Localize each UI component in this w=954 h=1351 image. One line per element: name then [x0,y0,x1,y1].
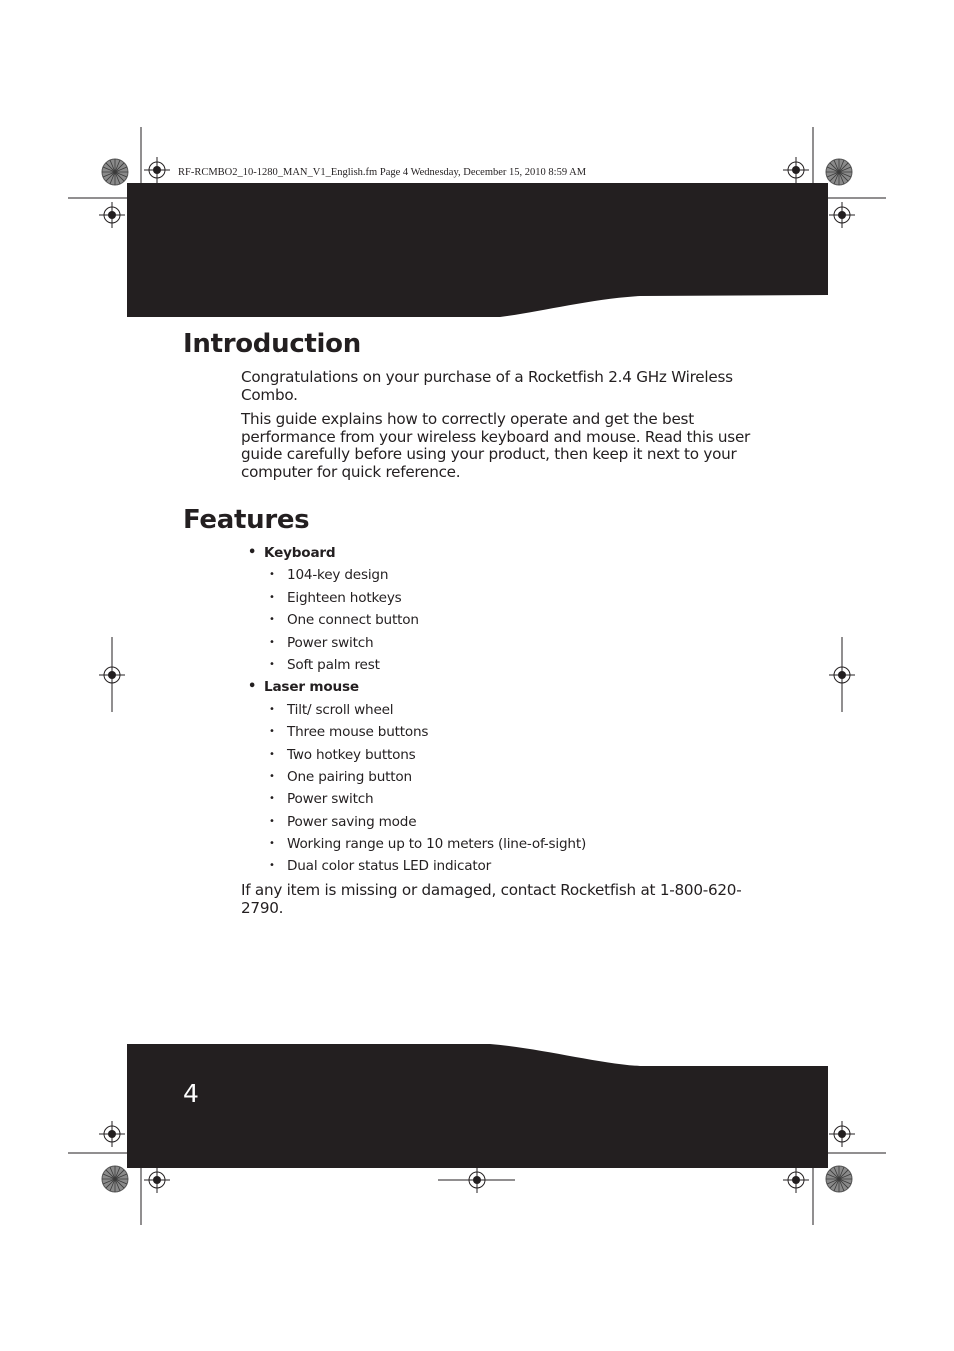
list-item-text: Working range up to 10 meters (line-of-sight) [287,836,587,853]
bullet-icon: • [248,679,257,695]
list-item-text: Soft palm rest [287,656,380,673]
bullet-icon: • [269,748,275,760]
list-item-text: Power saving mode [287,813,417,830]
list-item [246,813,746,835]
list-item [246,656,746,678]
contact-note: If any item is missing or damaged, contact Rocketfish at 1-800-620-2790. [241,881,742,917]
registration-mark-icon [829,1121,855,1147]
registration-mark-icon [829,662,855,688]
feature-group-label [246,544,746,566]
bullet-icon: • [269,770,275,782]
features-heading: Features [183,505,310,535]
list-item [246,835,746,857]
features-list [246,544,746,880]
list-item-text: Power switch [287,634,374,651]
list-item-text: One connect button [287,612,419,629]
registration-mark-icon [99,1121,125,1147]
bullet-icon: • [269,860,275,872]
registration-mark-icon [144,157,170,183]
registration-mark-icon [829,202,855,228]
list-item-text: Two hotkey buttons [287,746,416,763]
list-item [246,746,746,768]
list-item-text: Power switch [287,791,374,808]
list-item-text: Eighteen hotkeys [287,589,402,606]
bullet-icon: • [269,703,275,715]
list-item [246,723,746,745]
bullet-icon: • [248,545,257,560]
intro-paragraph-2: This guide explains how to correctly operate and get the best performance from your wireless keyboard and mouse. Read this user guide carefully before using your product, then keep it next to your computer for quick reference. [241,410,751,481]
color-target-icon [826,1166,852,1192]
bullet-icon: • [269,636,275,648]
bottom-black-band [127,1044,828,1168]
color-target-icon [102,1166,128,1192]
registration-mark-icon [464,1167,490,1193]
list-item [246,857,746,879]
registration-mark-icon [783,157,809,183]
bullet-icon: • [269,614,275,626]
list-item-text: Dual color status LED indicator [287,858,491,875]
intro-paragraph-1: Congratulations on your purchase of a Rocketfish 2.4 GHz Wireless Combo. [241,368,733,404]
list-item [246,768,746,790]
top-black-band [127,183,828,317]
bullet-icon: • [269,793,275,805]
color-target-icon [826,159,852,185]
bullet-icon: • [269,591,275,603]
page-number: 4 [183,1079,199,1108]
feature-group-keyboard [246,544,746,678]
bullet-icon: • [269,569,275,581]
bullet-icon: • [269,815,275,827]
list-item-text: One pairing button [287,768,412,785]
color-target-icon [102,159,128,185]
print-file-header: RF-RCMBO2_10-1280_MAN_V1_English.fm Page 4 Wednesday, December 15, 2010 8:59 AM [178,167,587,178]
registration-mark-icon [144,1167,170,1193]
list-item [246,611,746,633]
list-item-text: Tilt/ scroll wheel [287,701,394,718]
list-item-text: 104-key design [287,567,389,584]
group-label-text: Laser mouse [264,679,359,696]
list-item [246,634,746,656]
list-item [246,589,746,611]
list-item [246,701,746,723]
bullet-icon: • [269,838,275,850]
list-item [246,566,746,588]
list-item-text: Three mouse buttons [287,724,429,741]
bullet-icon: • [269,726,275,738]
registration-mark-icon [783,1167,809,1193]
group-label-text: Keyboard [264,545,336,561]
feature-group-label [246,678,746,700]
list-item [246,790,746,812]
registration-mark-icon [99,202,125,228]
registration-mark-icon [99,662,125,688]
introduction-heading: Introduction [183,329,361,359]
feature-group-laser-mouse [246,678,746,880]
bullet-icon: • [269,658,275,670]
